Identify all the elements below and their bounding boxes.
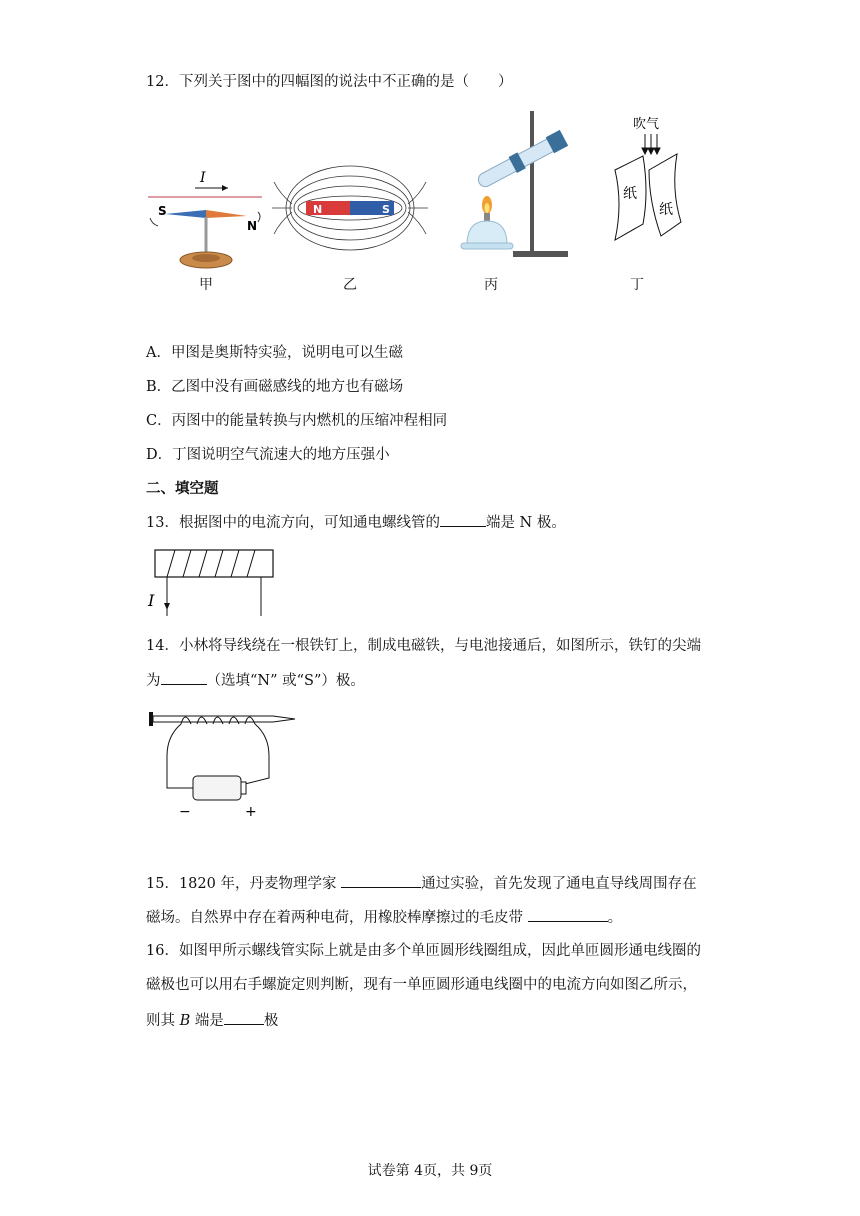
q15-line1-after: 通过实验，首先发现了通电直导线周围存在 (421, 876, 697, 892)
q16-line2: 磁极也可以用右手螺旋定则判断，现有一单匝圆形通电线圈中的电流方向如图乙所示， (146, 977, 697, 993)
q12-option-c: C．丙图中的能量转换与内燃机的压缩冲程相同 (146, 413, 448, 429)
figure-yi (270, 160, 430, 260)
q12-option-b: B．乙图中没有画磁感线的地方也有磁场 (146, 379, 404, 395)
q14-electromagnet-figure (145, 706, 305, 816)
q15-line2 (146, 907, 622, 928)
q13-blank[interactable] (440, 512, 486, 527)
q16-line3-mid: 端是 (190, 1013, 224, 1029)
q15-line2-after: 。 (607, 910, 623, 926)
section-heading: 二、填空题 (146, 481, 219, 497)
q16-b-label: B (179, 1013, 191, 1029)
q13-after: 端是 N 极。 (485, 515, 566, 531)
q14-blank[interactable] (161, 670, 207, 685)
page-footer: 试卷第 4页，共 9页 (367, 1163, 493, 1179)
q14-after: （选填“N” 或“S”）极。 (206, 673, 365, 689)
caption-jia: 甲 (199, 277, 213, 293)
q12-stem: 12．下列关于图中的四幅图的说法中不正确的是（ ） (146, 74, 513, 90)
q12-option-d: D．丁图说明空气流速大的地方压强小 (146, 447, 390, 463)
needle-s (165, 210, 206, 218)
figure-jia (140, 160, 270, 275)
magnet-n-label: N (313, 203, 323, 216)
battery-plus: + (245, 804, 257, 816)
q14-line2 (146, 670, 365, 691)
needle-n-label: N (247, 219, 258, 233)
q15-blank1[interactable] (341, 873, 421, 888)
stand-rod (530, 111, 534, 257)
q14-before: 为 (146, 673, 161, 689)
needle-s-label: S (158, 204, 167, 218)
q15-line2-before: 磁场。自然界中存在着两种电荷，用橡胶棒摩擦过的毛皮带 (146, 910, 528, 926)
figure-bing (455, 105, 595, 265)
q15-line1 (146, 873, 697, 894)
q16-line3-before: 则其 (146, 1013, 180, 1029)
stand-base (513, 251, 568, 257)
q15-line1-before: 15．1820 年，丹麦物理学家 (146, 876, 342, 892)
blow-label: 吹气 (633, 117, 660, 132)
q13-current-label: I (148, 591, 155, 610)
solenoid-core (155, 550, 273, 577)
caption-bing: 丙 (484, 277, 498, 293)
alcohol-lamp (467, 221, 507, 245)
battery (193, 776, 241, 800)
figure-ding (605, 112, 695, 247)
q13-text (146, 512, 566, 533)
battery-minus: − (179, 804, 191, 816)
q12-option-a: A．甲图是奥斯特实验，说明电可以生磁 (146, 345, 403, 361)
q15-blank2[interactable] (528, 907, 608, 922)
caption-yi: 乙 (343, 277, 357, 293)
current-label: I (200, 170, 206, 186)
q16-line1: 16．如图甲所示螺线管实际上就是由多个单匝圆形线圈组成，因此单匝圆形通电线圈的 (146, 943, 701, 959)
iron-nail (153, 716, 295, 722)
q14-line1: 14．小林将导线绕在一根铁钉上，制成电磁铁，与电池接通后，如图所示，铁钉的尖端 (146, 638, 701, 654)
q16-line3-after: 极 (263, 1013, 279, 1029)
caption-ding: 丁 (630, 277, 644, 293)
q16-line3 (146, 1010, 278, 1031)
magnet-s-label: S (382, 203, 390, 216)
q13-solenoid-figure (145, 548, 285, 620)
needle-n (206, 210, 247, 218)
q13-before: 13．根据图中的电流方向，可知通电螺线管的 (146, 515, 440, 531)
paper-right-label: 纸 (659, 202, 673, 218)
q16-blank[interactable] (224, 1010, 264, 1025)
paper-right (649, 154, 681, 236)
paper-left-label: 纸 (623, 186, 637, 202)
